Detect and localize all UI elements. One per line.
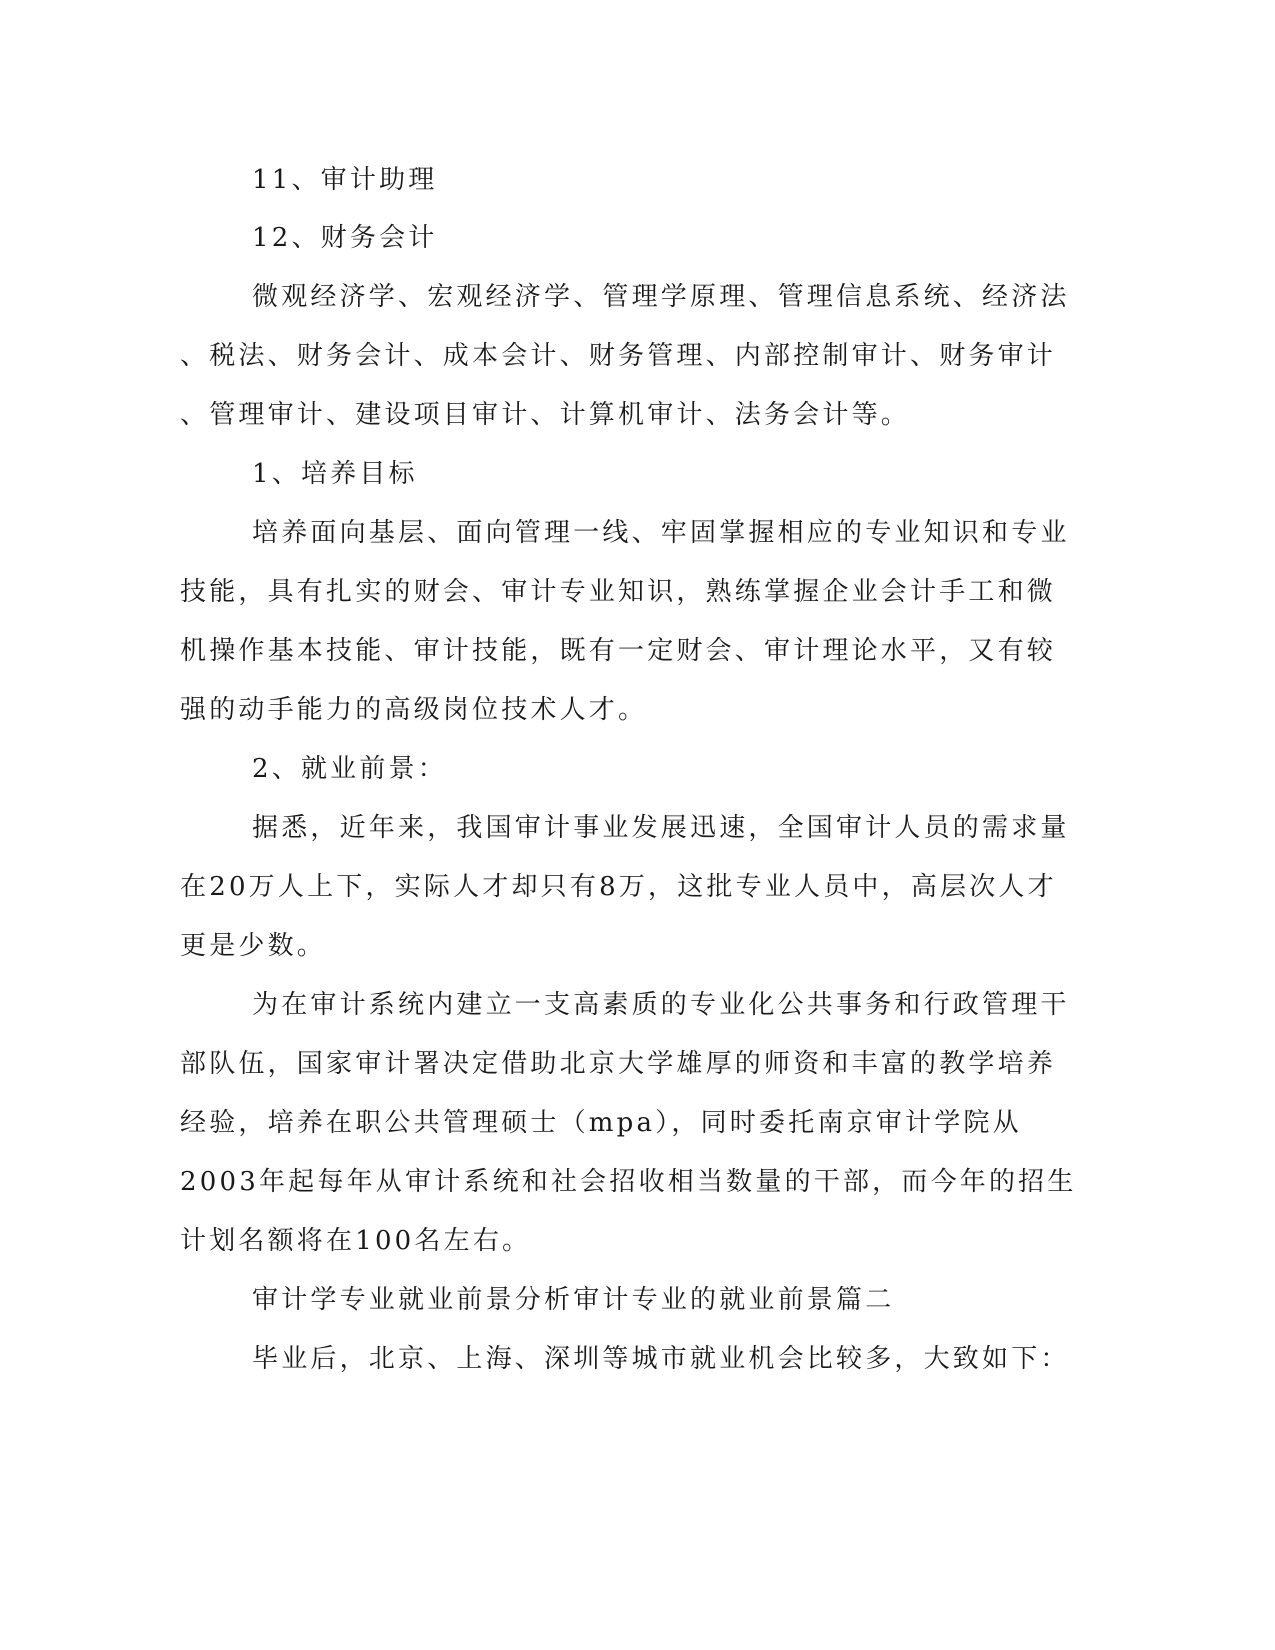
mpa-paragraph-line: 计划名额将在100名左右。: [180, 1226, 532, 1256]
list-item-audit-assistant: 11、审计助理: [252, 165, 438, 195]
mpa-paragraph-line: 2003年起每年从审计系统和社会招收相当数量的干部，而今年的招生: [180, 1167, 1077, 1197]
training-goal-paragraph-line: 机操作基本技能、审计技能，既有一定财会、审计理论水平，又有较: [180, 636, 1057, 666]
section-heading-training-goal: 1、培养目标: [252, 459, 418, 489]
outlook-paragraph-line: 在20万人上下，实际人才却只有8万，这批专业人员中，高层次人才: [180, 872, 1057, 902]
outlook-paragraph-line: 更是少数。: [180, 931, 327, 961]
training-goal-paragraph-line: 技能，具有扎实的财会、审计专业知识，熟练掌握企业会计手工和微: [180, 577, 1057, 607]
training-goal-paragraph-line: 强的动手能力的高级岗位技术人才。: [180, 695, 648, 725]
list-item-financial-accounting: 12、财务会计: [252, 223, 438, 253]
section-title-part-two: 审计学专业就业前景分析审计专业的就业前景篇二: [252, 1285, 895, 1315]
courses-paragraph-line: 、管理审计、建设项目审计、计算机审计、法务会计等。: [180, 400, 911, 430]
section-heading-employment-outlook: 2、就业前景：: [252, 754, 447, 784]
mpa-paragraph-line: 经验，培养在职公共管理硕士（mpa），同时委托南京审计学院从: [180, 1108, 1022, 1138]
training-goal-paragraph-line: 培养面向基层、面向管理一线、牢固掌握相应的专业知识和专业: [252, 518, 1070, 548]
courses-paragraph-line: 、税法、财务会计、成本会计、财务管理、内部控制审计、财务审计: [180, 341, 1057, 371]
graduation-paragraph-line: 毕业后，北京、上海、深圳等城市就业机会比较多，大致如下：: [252, 1344, 1070, 1374]
outlook-paragraph-line: 据悉，近年来，我国审计事业发展迅速，全国审计人员的需求量: [252, 813, 1070, 843]
mpa-paragraph-line: 部队伍，国家审计署决定借助北京大学雄厚的师资和丰富的教学培养: [180, 1049, 1057, 1079]
mpa-paragraph-line: 为在审计系统内建立一支高素质的专业化公共事务和行政管理干: [252, 990, 1070, 1020]
courses-paragraph-line: 微观经济学、宏观经济学、管理学原理、管理信息系统、经济法: [252, 282, 1070, 312]
